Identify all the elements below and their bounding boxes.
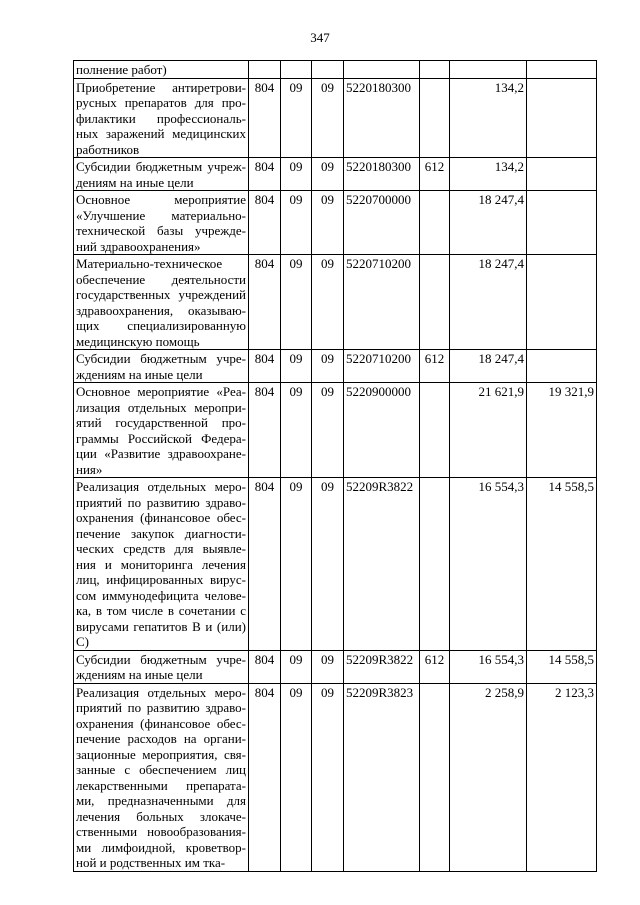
amount-total-cell <box>450 61 527 79</box>
item-name-cell: Приобретение антиретрови-русных препаратов для про-филактики профессиональ-ных заражений медицинских работников <box>74 78 249 158</box>
amount-federal-cell: 2 123,3 <box>527 683 597 871</box>
section-code-cell: 09 <box>281 383 312 478</box>
amount-federal-cell <box>527 350 597 383</box>
subsection-code-cell: 09 <box>312 158 344 191</box>
subsection-code-cell <box>312 61 344 79</box>
table-row <box>74 478 597 651</box>
ved-code-cell: 804 <box>249 478 281 651</box>
page-number: 347 <box>310 30 330 45</box>
table-row <box>74 350 597 383</box>
section-code-cell: 09 <box>281 683 312 871</box>
subsection-code-cell: 09 <box>312 383 344 478</box>
expense-type-cell <box>420 255 450 350</box>
item-name-cell: Реализация отдельных меро-приятий по развитию здраво-охранения (финансовое обес-печение закупок диагности-ческих средств для выявле-ния и мониторинга лечения лиц, инфицированных вирус-сом иммунодефицита челове-ка, в том числе в сочетании с вирусами гепатитов В и (или) С) <box>74 478 249 651</box>
section-code-cell: 09 <box>281 650 312 683</box>
subsection-code-cell: 09 <box>312 478 344 651</box>
target-article-cell <box>344 61 420 79</box>
subsection-code-cell: 09 <box>312 683 344 871</box>
amount-total-cell: 16 554,3 <box>450 478 527 651</box>
amount-total-cell: 21 621,9 <box>450 383 527 478</box>
ved-code-cell: 804 <box>249 191 281 255</box>
expense-type-cell <box>420 383 450 478</box>
item-name-cell: Материально-техническое обеспечение деятельности государственных учреждений здравоохранения, оказываю-щих специализированную медицинскую помощь <box>74 255 249 350</box>
amount-federal-cell: 19 321,9 <box>527 383 597 478</box>
budget-table <box>73 60 597 872</box>
amount-federal-cell <box>527 158 597 191</box>
ved-code-cell: 804 <box>249 158 281 191</box>
target-article-cell: 5220180300 <box>344 158 420 191</box>
amount-federal-cell: 14 558,5 <box>527 478 597 651</box>
target-article-cell: 52209R3822 <box>344 650 420 683</box>
amount-total-cell: 134,2 <box>450 158 527 191</box>
subsection-code-cell: 09 <box>312 255 344 350</box>
table-row <box>74 61 597 79</box>
ved-code-cell: 804 <box>249 683 281 871</box>
table-row <box>74 650 597 683</box>
amount-federal-cell <box>527 191 597 255</box>
table-row <box>74 191 597 255</box>
expense-type-cell <box>420 478 450 651</box>
item-name-cell: Реализация отдельных меро-приятий по развитию здраво-охранения (финансовое обес-печение расходов на органи-зационные мероприятия, свя-занные с обеспечением лиц лекарственными препарата-ми, предназначенными для лечения больных злокаче-ственными новообразования-ми лимфоидной, кроветвор-ной и родственных им тка- <box>74 683 249 871</box>
ved-code-cell: 804 <box>249 350 281 383</box>
target-article-cell: 5220700000 <box>344 191 420 255</box>
amount-federal-cell <box>527 255 597 350</box>
target-article-cell: 52209R3823 <box>344 683 420 871</box>
amount-federal-cell <box>527 61 597 79</box>
target-article-cell: 5220710200 <box>344 350 420 383</box>
expense-type-cell <box>420 78 450 158</box>
expense-type-cell <box>420 61 450 79</box>
expense-type-cell <box>420 683 450 871</box>
table-row <box>74 255 597 350</box>
expense-type-cell: 612 <box>420 158 450 191</box>
item-name-cell: Субсидии бюджетным учреж-дениям на иные цели <box>74 158 249 191</box>
section-code-cell: 09 <box>281 191 312 255</box>
item-name-cell: Субсидии бюджетным учре-ждениям на иные цели <box>74 350 249 383</box>
section-code-cell: 09 <box>281 78 312 158</box>
amount-total-cell: 2 258,9 <box>450 683 527 871</box>
target-article-cell: 5220180300 <box>344 78 420 158</box>
section-code-cell <box>281 61 312 79</box>
ved-code-cell: 804 <box>249 78 281 158</box>
section-code-cell: 09 <box>281 255 312 350</box>
target-article-cell: 5220900000 <box>344 383 420 478</box>
amount-total-cell: 16 554,3 <box>450 650 527 683</box>
expense-type-cell <box>420 191 450 255</box>
subsection-code-cell: 09 <box>312 78 344 158</box>
section-code-cell: 09 <box>281 350 312 383</box>
ved-code-cell: 804 <box>249 383 281 478</box>
amount-total-cell: 18 247,4 <box>450 191 527 255</box>
section-code-cell: 09 <box>281 478 312 651</box>
amount-total-cell: 134,2 <box>450 78 527 158</box>
ved-code-cell <box>249 61 281 79</box>
expense-type-cell: 612 <box>420 350 450 383</box>
table-row <box>74 683 597 871</box>
item-name-cell: полнение работ) <box>74 61 249 79</box>
subsection-code-cell: 09 <box>312 650 344 683</box>
target-article-cell: 5220710200 <box>344 255 420 350</box>
amount-total-cell: 18 247,4 <box>450 350 527 383</box>
table-row <box>74 158 597 191</box>
amount-federal-cell <box>527 78 597 158</box>
amount-total-cell: 18 247,4 <box>450 255 527 350</box>
item-name-cell: Основное мероприятие «Улучшение материально-технической базы учрежде-ний здравоохранения» <box>74 191 249 255</box>
section-code-cell: 09 <box>281 158 312 191</box>
target-article-cell: 52209R3822 <box>344 478 420 651</box>
ved-code-cell: 804 <box>249 255 281 350</box>
ved-code-cell: 804 <box>249 650 281 683</box>
item-name-cell: Основное мероприятие «Реа-лизация отдельных меропри-ятий государственной про-граммы Российской Федера-ции «Развитие здравоохране-ния» <box>74 383 249 478</box>
subsection-code-cell: 09 <box>312 350 344 383</box>
subsection-code-cell: 09 <box>312 191 344 255</box>
table-row <box>74 383 597 478</box>
expense-type-cell: 612 <box>420 650 450 683</box>
table-row <box>74 78 597 158</box>
amount-federal-cell: 14 558,5 <box>527 650 597 683</box>
table-body <box>74 61 597 872</box>
item-name-cell: Субсидии бюджетным учре-ждениям на иные цели <box>74 650 249 683</box>
